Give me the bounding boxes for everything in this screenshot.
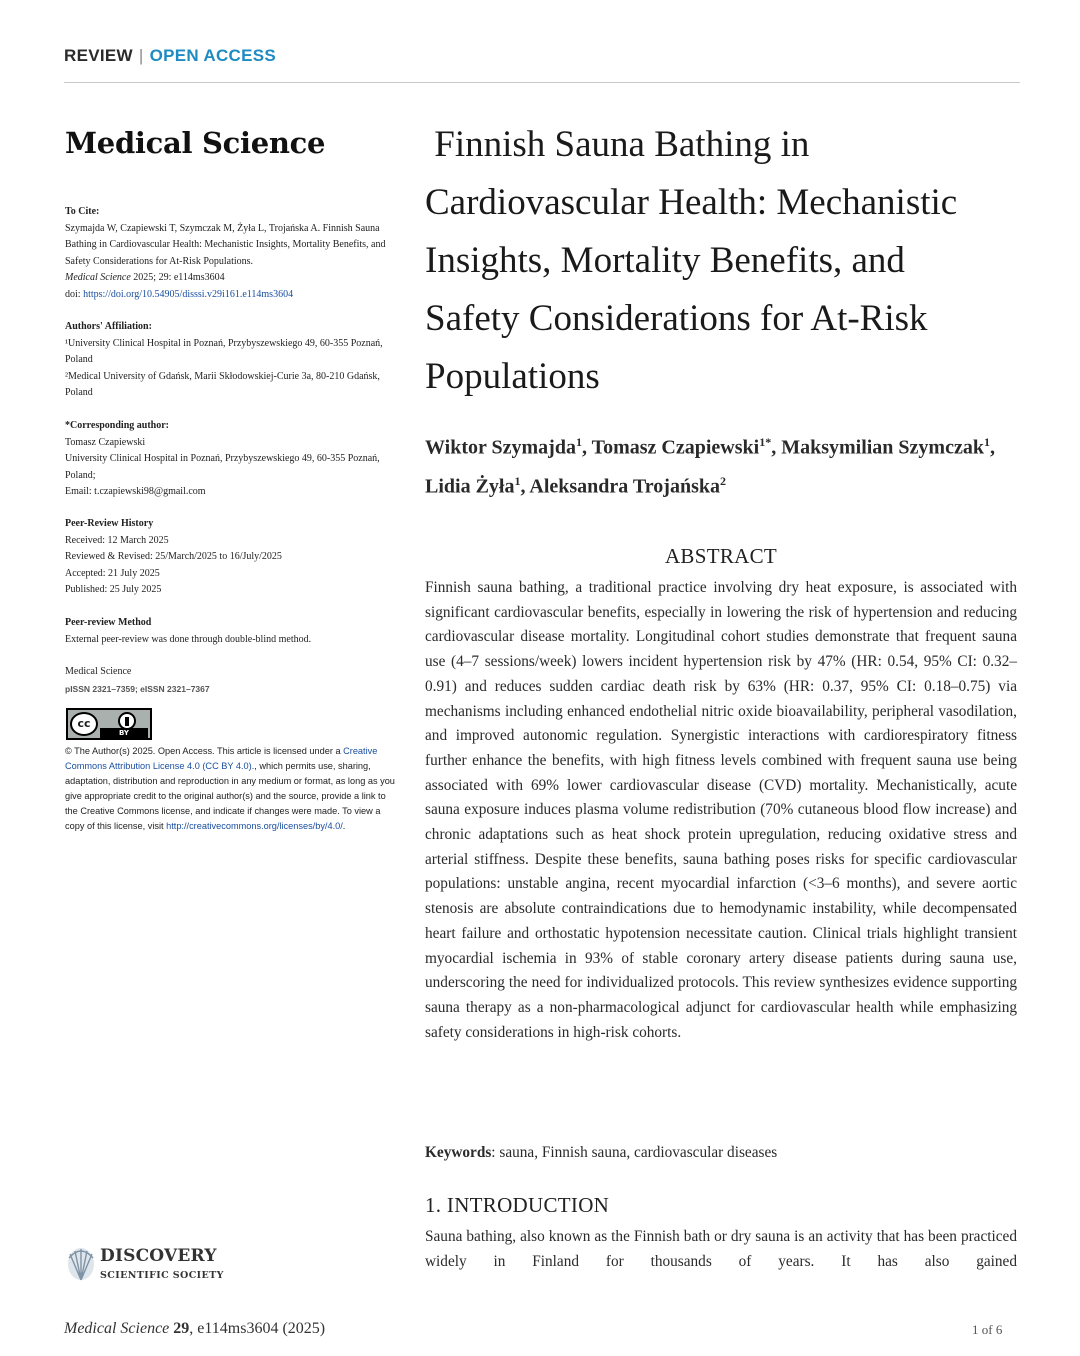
header-divider [64,82,1020,83]
footer-volume: 29 [173,1320,190,1337]
license-pre: © The Author(s) 2025. Open Access. This article is licensed under a [65,746,344,756]
license-url[interactable]: http://creativecommons.org/licenses/by/4.0/ [166,821,343,831]
peer-method-label: Peer-review Method [65,617,152,628]
author-list [425,426,1025,503]
corresponding-name: Tomasz Czapiewski [65,436,146,448]
title-line: Populations [425,356,600,397]
author-affil: 1 [983,435,990,449]
keywords-text: : sauna, Finnish sauna, cardiovascular diseases [491,1144,778,1161]
peer-review-history [65,516,399,599]
shell-logo-icon [66,1244,96,1282]
keywords-label: Keywords [425,1144,492,1161]
received-date: Received: 12 March 2025 [65,534,169,546]
affiliation-label: Authors' Affiliation: [65,321,152,332]
author-name: Wiktor Szymajda [425,436,576,459]
intro-paragraph: Sauna bathing, also known as the Finnish bath or dry sauna is an activity that has been practiced widely in Finland for thousands of years. It has also gained [425,1228,1017,1270]
peer-method-text: External peer-review was done through double-blind method. [65,633,312,645]
title-line: Safety Considerations for At-Risk [425,298,928,339]
reviewed-dates: Reviewed & Revised: 25/March/2025 to 16/July/2025 [65,551,282,562]
corresponding-address: University Clinical Hospital in Poznań, Przybyszewskiego 49, 60-355 Poznań, Poland; [65,453,380,481]
corresponding-email: Email: t.czapiewski98@gmail.com [65,486,206,497]
license-text [65,744,399,834]
license-end: . [342,821,346,831]
cite-text: Szymajda W, Czapiewski T, Szymczak M, Żyła L, Trojańska A. Finnish Sauna Bathing in Cardiovascular Health: Mechanistic Insights, Mortality Benefits, and Safety Considerations for At-Risk Populations. [65,222,386,267]
footer-journal: Medical Science [64,1320,170,1337]
journal-name: Medical Science [65,126,326,160]
publisher-name: DISCOVERY [100,1246,217,1266]
publisher-logo [66,1240,236,1286]
author-affil: 2 [720,473,726,488]
corresponding-author-block [65,418,399,501]
introduction-heading: 1. INTRODUCTION [425,1193,610,1217]
cc-icon: cc [70,712,98,736]
introduction-text [425,1224,1017,1274]
cc-by-license-badge[interactable] [66,708,152,740]
author-affil: 1* [759,435,772,449]
license-link[interactable]: Creative Commons Attribution License 4.0 (CC BY 4.0). [65,746,378,771]
published-date: Published: 25 July 2025 [65,584,162,595]
issn-block [65,664,399,697]
affiliation-2: ²Medical University of Gdańsk, Marii Skłodowskiej-Curie 3a, 80-210 Gdańsk, Poland [65,370,380,398]
by-label: BY [100,728,148,738]
accepted-date: Accepted: 21 July 2025 [65,567,160,579]
article-type-header [64,46,276,66]
corresponding-label: *Corresponding author: [65,420,169,431]
doi-link[interactable]: https://doi.org/10.54905/disssi.v29i161.e114ms3604 [83,288,294,300]
publisher-subtitle: SCIENTIFIC SOCIETY [100,1270,224,1281]
cite-volume: 2025; 29: e114ms3604 [133,272,225,283]
issn-journal: Medical Science [65,666,132,677]
author-name: , Lidia Żyła [425,436,995,498]
abstract-heading: ABSTRACT [664,544,778,568]
header-separator: | [138,46,144,65]
citation-block [65,204,399,303]
doi-label: doi: [65,288,81,300]
author-name: , Maksymilian Szymczak [771,436,984,459]
footer-citation [64,1320,325,1338]
author-affil: 1 [575,435,582,449]
author-name: , Aleksandra Trojańska [520,475,720,498]
peer-history-label: Peer-Review History [65,518,154,529]
affiliation-1: ¹University Clinical Hospital in Poznań, Przybyszewskiego 49, 60-355 Poznań, Poland [65,337,383,365]
author-affil: 1 [514,473,521,488]
footer-article: , e114ms3604 (2025) [189,1320,326,1337]
peer-review-method [65,615,399,648]
open-access-label: OPEN ACCESS [149,46,277,65]
keywords-line [425,1144,1017,1162]
affiliation-block [65,319,399,402]
author-name: , Tomasz Czapiewski [581,436,760,459]
title-line: Finnish Sauna Bathing in [425,124,810,165]
page-number: 1 of 6 [972,1322,1003,1337]
issn-numbers: pISSN 2321–7359; eISSN 2321–7367 [65,683,210,694]
attribution-icon [108,712,148,728]
title-line: Cardiovascular Health: Mechanistic [425,182,958,223]
title-line: Insights, Mortality Benefits, and [425,240,905,281]
license-mid: , which permits use, sharing, adaptation, distribution and reproduction in any medium or format, as long as you give appropriate credit to the original author(s) and the source, provide a link to the Creative Commons license, and indicate if changes were made. To view a copy of this license, visit [65,761,395,831]
article-title [425,116,1035,406]
review-label: REVIEW [64,46,133,65]
cite-label: To Cite: [65,206,100,217]
cite-journal: Medical Science [65,272,131,283]
abstract-text: Finnish sauna bathing, a traditional practice involving dry heat exposure, is associated with significant cardiovascular benefits, especially in lowering the risk of hypertension and reducing cardiovascular disease mortality. Longitudinal cohort studies demonstrate that frequent sauna use (4–7 sessions/week) lowers incident hypertension risk by 47% (HR: 0.54, 95% CI: 0.32–0.91) and reduces sudden cardiac death risk by 63% (HR: 0.37, 95% CI: 0.18–0.75) via mechanisms including enhanced endothelial nitric oxide bioavailability, peripheral vasodilation, and improved autonomic regulation. Synergistic interactions with cardiorespiratory fitness further enhance the benefits, with high fitness levels combined with frequent sauna use being associated with 69% lower cardiovascular disease (CVD) mortality. Mechanistically, acute sauna exposure induces plasma volume redistribution (70% cutaneous blood flow increase) and chronic adaptations such as heat shock protein upregulation, reducing oxidative stress and arterial stiffness. Despite these benefits, sauna bathing poses risks for specific cardiovascular populations: unstable angina, recent myocardial infarction (<3–6 months), and severe aortic stenosis are absolute contraindications due to hemodynamic instability, while decompensated heart failure and orthostatic hypotension necessitate caution. Clinical trials highlight transient myocardial ischemia in 93% of stable coronary artery disease patients during sauna use, underscoring the need for individualized protocols. This review synthesizes evidence supporting sauna therapy as a non-pharmacological adjunct for cardiovascular health while emphasizing safety considerations in high-risk cohorts. [425,579,1017,1041]
